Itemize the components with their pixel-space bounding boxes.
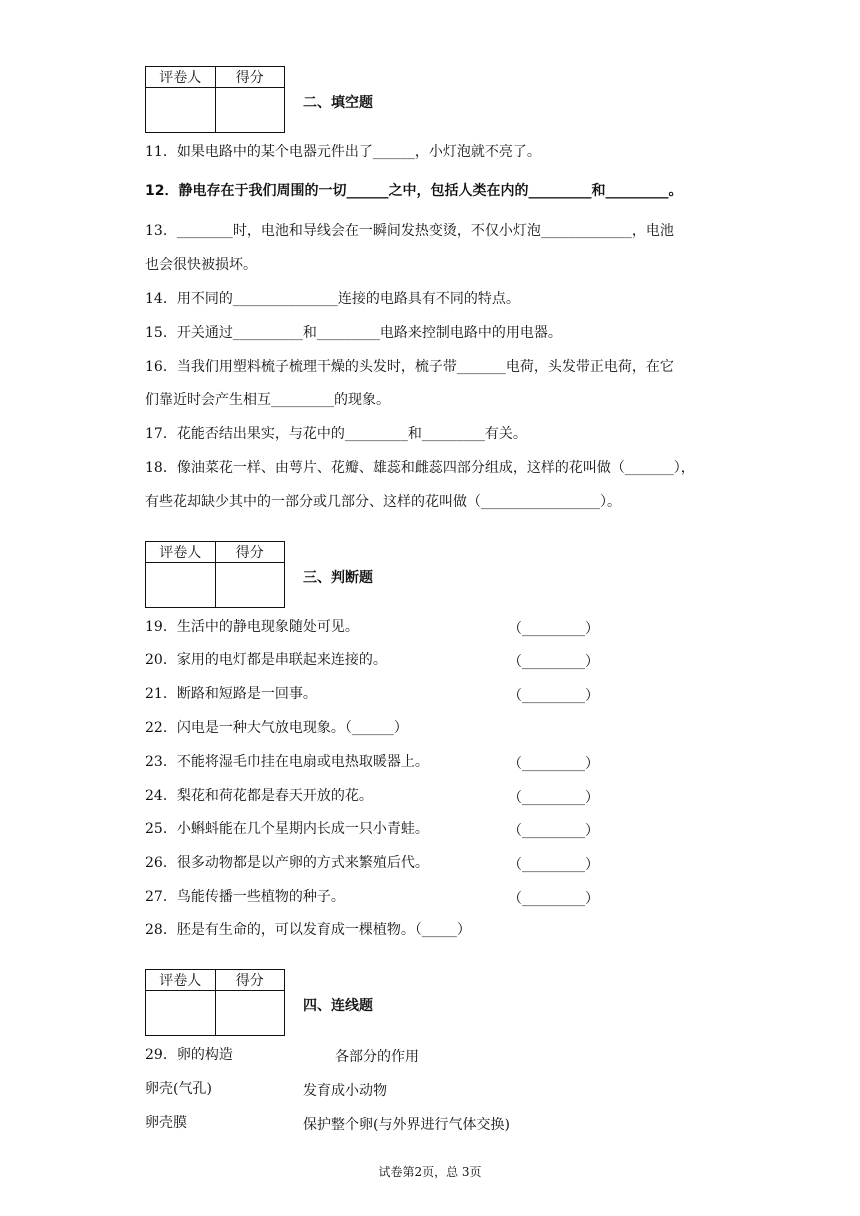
question-16: 16．当我们用塑料梳子梳理干燥的头发时，梳子带_______电荷，头发带正电荷，在它 xyxy=(145,359,674,375)
question-12: 12．静电存在于我们周围的一切______之中，包括人类在内的_________和_________。 xyxy=(145,183,683,199)
reviewer-label: 评卷人 xyxy=(146,542,216,563)
question-25: 25．小蝌蚪能在几个星期内长成一只小青蛙。 xyxy=(145,821,429,837)
answer-paren[interactable]: （_________） xyxy=(508,823,599,839)
answer-paren[interactable]: （_________） xyxy=(508,790,599,806)
reviewer-cell[interactable] xyxy=(146,88,216,133)
match-right-item[interactable]: 发育成小动物 xyxy=(303,1083,387,1099)
question-13: 13．________时，电池和导线会在一瞬间发热变烫，不仅小灯泡_____________，电池 xyxy=(145,223,674,239)
match-left-item[interactable]: 卵壳膜 xyxy=(145,1115,187,1131)
reviewer-label: 评卷人 xyxy=(146,970,216,991)
question-23: 23．不能将湿毛巾挂在电扇或电热取暖器上。 xyxy=(145,754,429,770)
question-16-cont: 们靠近时会产生相互_________的现象。 xyxy=(145,392,390,408)
question-27: 27．鸟能传播一些植物的种子。 xyxy=(145,889,345,905)
score-cell[interactable] xyxy=(215,563,285,608)
score-label: 得分 xyxy=(215,67,285,88)
answer-paren[interactable]: （_________） xyxy=(508,891,599,907)
question-18-cont: 有些花却缺少其中的一部分或几部分、这样的花叫做（_________________）。 xyxy=(145,494,621,510)
question-18: 18．像油菜花一样、由萼片、花瓣、雄蕊和雌蕊四部分组成，这样的花叫做（_______）， xyxy=(145,460,695,476)
question-29: 29．卵的构造 xyxy=(145,1047,233,1063)
question-22: 22．闪电是一种大气放电现象。（______） xyxy=(145,720,408,736)
section-title: 四、连线题 xyxy=(303,998,373,1014)
question-11: 11．如果电路中的某个电器元件出了______，小灯泡就不亮了。 xyxy=(145,144,541,160)
score-label: 得分 xyxy=(215,542,285,563)
section-title: 三、判断题 xyxy=(303,570,373,586)
page-footer: 试卷第2页，总 3页 xyxy=(378,1165,482,1179)
question-15: 15．开关通过__________和_________电路来控制电路中的用电器。 xyxy=(145,325,562,341)
score-cell[interactable] xyxy=(215,991,285,1036)
question-14: 14．用不同的_______________连接的电路具有不同的特点。 xyxy=(145,291,520,307)
question-17: 17．花能否结出果实，与花中的_________和_________有关。 xyxy=(145,426,527,442)
match-left-item[interactable]: 卵壳(气孔) xyxy=(145,1081,212,1097)
answer-paren[interactable]: （_________） xyxy=(508,688,599,704)
score-label: 得分 xyxy=(215,970,285,991)
question-19: 19．生活中的静电现象随处可见。 xyxy=(145,619,359,635)
score-cell[interactable] xyxy=(215,88,285,133)
question-21: 21．断路和短路是一回事。 xyxy=(145,686,317,702)
answer-paren[interactable]: （_________） xyxy=(508,857,599,873)
question-13-cont: 也会很快被损坏。 xyxy=(145,257,257,273)
score-table xyxy=(145,969,285,1036)
reviewer-cell[interactable] xyxy=(146,563,216,608)
question-26: 26．很多动物都是以产卵的方式来繁殖后代。 xyxy=(145,855,429,871)
match-right-item[interactable]: 保护整个卵(与外界进行气体交换) xyxy=(303,1117,510,1133)
score-table xyxy=(145,66,285,133)
answer-paren[interactable]: （_________） xyxy=(508,756,599,772)
match-header-right: 各部分的作用 xyxy=(335,1049,419,1065)
reviewer-cell[interactable] xyxy=(146,991,216,1036)
question-24: 24．梨花和荷花都是春天开放的花。 xyxy=(145,788,373,804)
question-28: 28．胚是有生命的，可以发育成一棵植物。（_____） xyxy=(145,922,471,938)
score-table xyxy=(145,541,285,608)
answer-paren[interactable]: （_________） xyxy=(508,621,599,637)
reviewer-label: 评卷人 xyxy=(146,67,216,88)
section-title: 二、填空题 xyxy=(303,95,373,111)
question-20: 20．家用的电灯都是串联起来连接的。 xyxy=(145,652,387,668)
answer-paren[interactable]: （_________） xyxy=(508,654,599,670)
